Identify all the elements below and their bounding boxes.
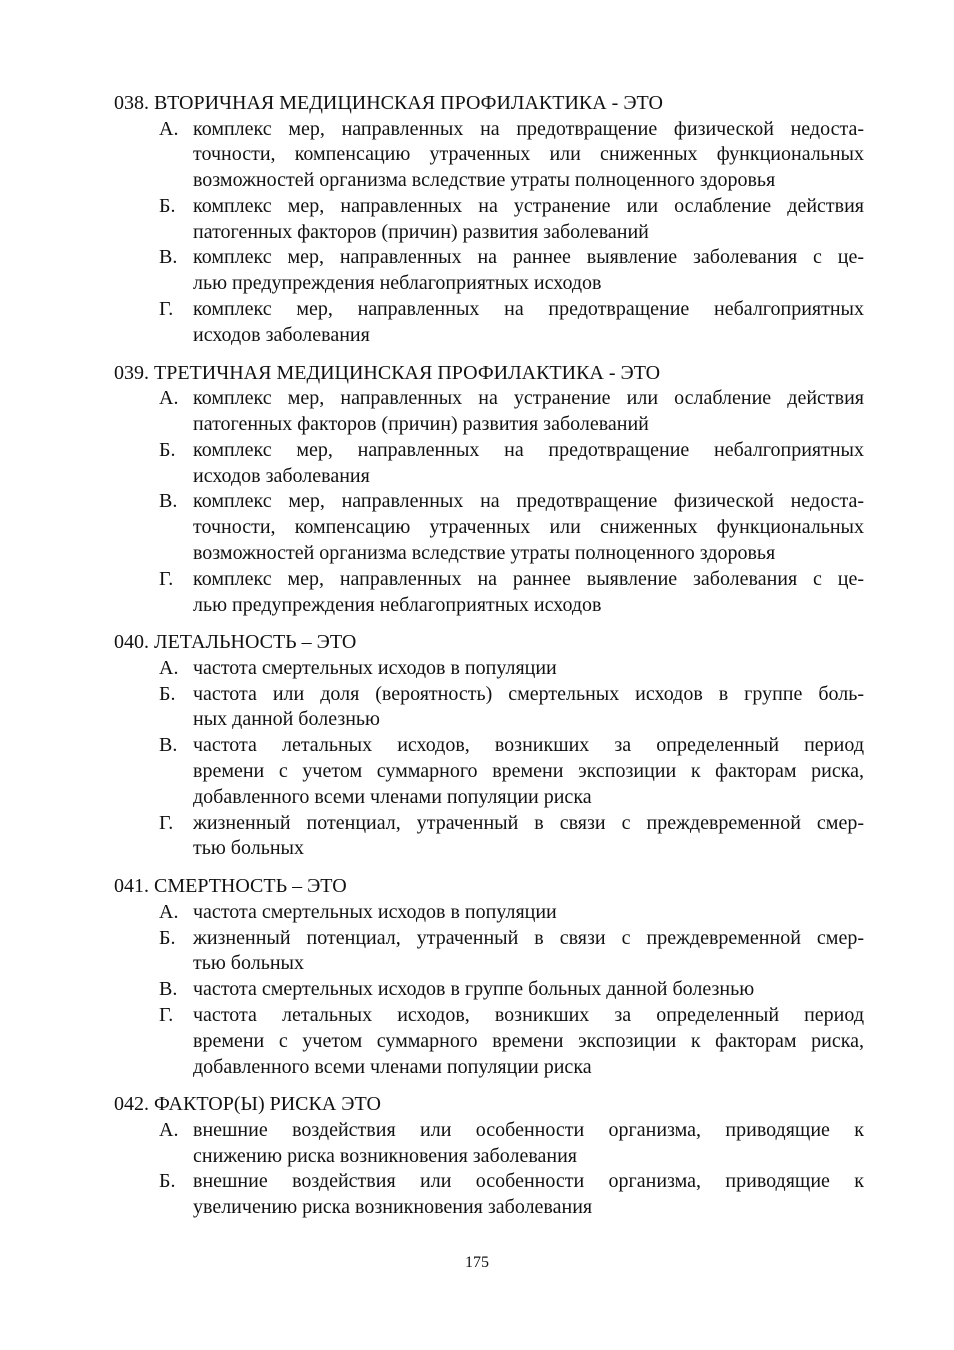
option-text-line: комплекс мер, направленных на предотвращение небалгоприятных bbox=[193, 438, 864, 461]
option-text-line: комплекс мер, направленных на раннее выявление заболевания с це- bbox=[193, 246, 864, 269]
page-number: 175 bbox=[465, 1254, 489, 1271]
option-letter: Б. bbox=[159, 926, 176, 949]
option-letter: А. bbox=[159, 387, 179, 410]
option-text-line: комплекс мер, направленных на предотвращение физической недоста- bbox=[193, 117, 864, 140]
answer-option bbox=[114, 656, 864, 682]
option-text-line: жизненный потенциал, утраченный в связи с преждевременной смер- bbox=[193, 811, 864, 834]
option-text-line: патогенных факторов (причин) развития заболеваний bbox=[193, 412, 649, 435]
option-text-line: частота летальных исходов, возникших за определенный период bbox=[193, 734, 864, 757]
answer-option bbox=[114, 1003, 864, 1080]
option-text-line: времени с учетом суммарного времени экспозиции к факторам риска, bbox=[193, 1029, 864, 1052]
option-letter: В. bbox=[159, 490, 178, 513]
option-text-line: точности, компенсацию утраченных или сниженных функциональных bbox=[193, 143, 864, 166]
option-text-line: комплекс мер, направленных на устранение или ослабление действия bbox=[193, 387, 864, 410]
option-text-line: добавленного всеми членами популяции риска bbox=[193, 785, 592, 808]
option-letter: Б. bbox=[159, 194, 176, 217]
answer-option bbox=[114, 733, 864, 810]
option-text-line: частота смертельных исходов в популяции bbox=[193, 656, 557, 679]
option-letter: Г. bbox=[159, 567, 174, 590]
option-text-line: тью больных bbox=[193, 952, 304, 975]
answer-option bbox=[114, 297, 864, 349]
option-text-line: лью предупреждения неблагоприятных исходов bbox=[193, 593, 602, 616]
option-letter: В. bbox=[159, 978, 178, 1001]
answer-option bbox=[114, 977, 864, 1003]
option-text-line: увеличению риска возникновения заболевания bbox=[193, 1196, 593, 1219]
option-text-line: точности, компенсацию утраченных или сниженных функциональных bbox=[193, 516, 864, 539]
option-text-line: комплекс мер, направленных на предотвращение физической недоста- bbox=[193, 490, 864, 513]
question-block bbox=[114, 361, 864, 619]
option-text-line: снижению риска возникновения заболевания bbox=[193, 1144, 577, 1167]
option-text-line: внешние воздействия или особенности организма, приводящие к bbox=[193, 1170, 864, 1193]
answer-option bbox=[114, 489, 864, 566]
question-title: 039. ТРЕТИЧНАЯ МЕДИЦИНСКАЯ ПРОФИЛАКТИКА - ЭТО bbox=[114, 361, 661, 384]
option-letter: Б. bbox=[159, 438, 176, 461]
option-letter: В. bbox=[159, 246, 178, 269]
option-text-line: частота летальных исходов, возникших за определенный период bbox=[193, 1003, 864, 1026]
answer-option bbox=[114, 194, 864, 246]
option-text-line: частота или доля (вероятность) смертельных исходов в группе боль- bbox=[193, 682, 864, 705]
option-letter: Г. bbox=[159, 811, 174, 834]
answer-option bbox=[114, 811, 864, 863]
option-text-line: жизненный потенциал, утраченный в связи с преждевременной смер- bbox=[193, 926, 864, 949]
option-text-line: возможностей организма вследствие утраты полноценного здоровья bbox=[193, 169, 776, 192]
answer-option bbox=[114, 1118, 864, 1170]
option-text-line: комплекс мер, направленных на раннее выявление заболевания с це- bbox=[193, 567, 864, 590]
question-title: 042. ФАКТОР(Ы) РИСКА ЭТО bbox=[114, 1093, 381, 1116]
question-block bbox=[114, 1092, 864, 1221]
option-text-line: возможностей организма вследствие утраты полноценного здоровья bbox=[193, 541, 776, 564]
option-letter: В. bbox=[159, 734, 178, 757]
option-letter: А. bbox=[159, 656, 179, 679]
option-text-line: комплекс мер, направленных на предотвращение небалгоприятных bbox=[193, 298, 864, 321]
option-text-line: исходов заболевания bbox=[193, 464, 370, 487]
option-text-line: патогенных факторов (причин) развития заболеваний bbox=[193, 220, 649, 243]
answer-option bbox=[114, 1169, 864, 1221]
option-text-line: частота смертельных исходов в популяции bbox=[193, 900, 557, 923]
question-block bbox=[114, 630, 864, 862]
option-text-line: внешние воздействия или особенности организма, приводящие к bbox=[193, 1118, 864, 1141]
document-page bbox=[114, 91, 864, 1233]
option-letter: Г. bbox=[159, 298, 174, 321]
option-text-line: частота смертельных исходов в группе больных данной болезнью bbox=[193, 978, 755, 1001]
question-block bbox=[114, 91, 864, 349]
option-text-line: комплекс мер, направленных на устранение или ослабление действия bbox=[193, 194, 864, 217]
answer-option bbox=[114, 117, 864, 194]
option-letter: Б. bbox=[159, 682, 176, 705]
answer-option bbox=[114, 386, 864, 438]
question-block bbox=[114, 874, 864, 1080]
option-letter: А. bbox=[159, 117, 179, 140]
option-text-line: исходов заболевания bbox=[193, 323, 370, 346]
option-text-line: времени с учетом суммарного времени экспозиции к факторам риска, bbox=[193, 760, 864, 783]
option-letter: А. bbox=[159, 1118, 179, 1141]
option-letter: Б. bbox=[159, 1170, 176, 1193]
option-text-line: добавленного всеми членами популяции риска bbox=[193, 1055, 592, 1078]
option-letter: Г. bbox=[159, 1003, 174, 1026]
question-title: 040. ЛЕТАЛЬНОСТЬ – ЭТО bbox=[114, 631, 357, 654]
answer-option bbox=[114, 245, 864, 297]
option-letter: А. bbox=[159, 900, 179, 923]
option-text-line: лью предупреждения неблагоприятных исходов bbox=[193, 272, 602, 295]
answer-option bbox=[114, 900, 864, 926]
question-title: 038. ВТОРИЧНАЯ МЕДИЦИНСКАЯ ПРОФИЛАКТИКА - ЭТО bbox=[114, 92, 663, 114]
answer-option bbox=[114, 567, 864, 619]
question-title: 041. СМЕРТНОСТЬ – ЭТО bbox=[114, 875, 347, 898]
option-text-line: ных данной болезнью bbox=[193, 708, 380, 731]
option-text-line: тью больных bbox=[193, 837, 304, 860]
answer-option bbox=[114, 682, 864, 734]
answer-option bbox=[114, 926, 864, 978]
answer-option bbox=[114, 438, 864, 490]
